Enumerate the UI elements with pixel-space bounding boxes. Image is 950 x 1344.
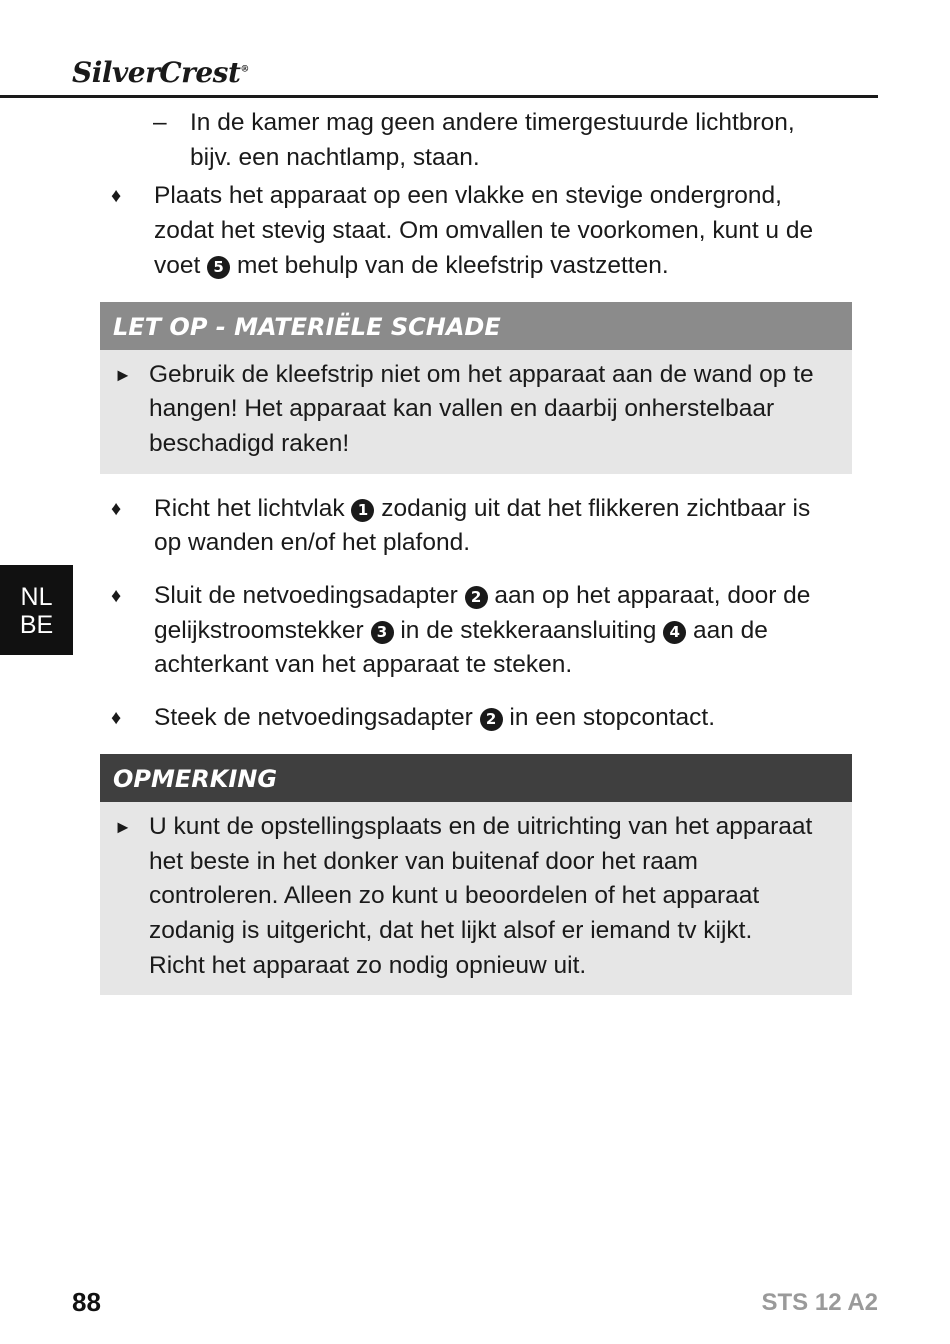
part-number-badge: 4 <box>663 621 686 644</box>
bullet-text-part4: aan de achterkant van het apparaat te steken. <box>154 616 768 679</box>
brand-name: SilverCrest <box>72 56 241 89</box>
arrow-bullet-icon: ► <box>114 364 132 385</box>
diamond-bullet-icon: ♦ <box>111 585 122 608</box>
caution-text: Gebruik de kleefstrip niet om het apparaat aan de wand op te hangen! Het apparaat kan vallen en daarbij onherstelbaar beschadigd raken! <box>149 360 814 457</box>
page-number: 88 <box>72 1287 101 1317</box>
bullet-item-connect <box>100 579 852 683</box>
diamond-bullet-icon: ♦ <box>111 497 122 520</box>
language-tab-line2: BE <box>19 611 54 639</box>
bullet-text-after: met behulp van de kleefstrip vastzetten. <box>236 251 669 279</box>
registered-mark: ® <box>240 64 249 75</box>
bullet-text-part2: aan op het apparaat, door de gelijkstroomstekker <box>154 582 811 644</box>
bullet-text-after: zodanig uit dat het flikkeren zichtbaar is op wanden en/of het plafond. <box>154 494 811 557</box>
bullet-item-align <box>100 492 852 561</box>
dash-item-text: In de kamer mag geen andere timergestuurde lichtbron, bijv. een nachtlamp, staan. <box>190 109 795 171</box>
header-rule <box>0 95 878 98</box>
model-number: STS 12 A2 <box>761 1289 878 1316</box>
brand-logo <box>72 56 249 89</box>
language-tab-line1: NL <box>20 583 53 611</box>
language-tab <box>0 565 73 655</box>
part-number-badge: 5 <box>207 256 230 279</box>
note-text-2: Richt het apparaat zo nodig opnieuw uit. <box>149 951 587 979</box>
bullet-item-plug <box>100 701 852 736</box>
note-text: U kunt de opstellingsplaats en de uitrichting van het apparaat het beste in het donker van buitenaf door het raam controleren. Alleen zo kunt u beoordelen of het apparaat zodanig is uitgericht, dat het lijkt alsof er iemand tv kijkt. <box>149 812 813 944</box>
caution-item <box>100 358 828 462</box>
diamond-bullet-icon: ♦ <box>111 707 122 730</box>
arrow-bullet-icon: ► <box>114 816 132 837</box>
note-item <box>100 810 828 984</box>
part-number-badge: 3 <box>371 621 394 644</box>
part-number-badge: 2 <box>465 586 488 609</box>
bullet-text-part1: Sluit de netvoedingsadapter <box>154 582 458 610</box>
bullet-text-before: Richt het lichtvlak <box>154 494 345 522</box>
note-box-title: OPMERKING <box>100 754 852 802</box>
note-box <box>100 754 852 996</box>
bullet-text-after: in een stopcontact. <box>509 704 716 732</box>
page-content <box>100 106 852 995</box>
part-number-badge: 1 <box>351 499 374 522</box>
bullet-item-placement <box>100 179 852 283</box>
dash-marker: – <box>153 109 167 136</box>
caution-box-title: LET OP - MATERIËLE SCHADE <box>100 302 852 350</box>
bullet-text-before: Steek de netvoedingsadapter <box>154 704 473 732</box>
bullet-text-before: Plaats het apparaat op een vlakke en stevige ondergrond, zodat het stevig staat. Om omvallen te voorkomen, kunt u de voet <box>154 182 814 279</box>
bullet-text-part3: in de stekkeraansluiting <box>400 616 657 644</box>
part-number-badge: 2 <box>480 708 503 731</box>
caution-box <box>100 302 852 474</box>
diamond-bullet-icon: ♦ <box>111 185 122 208</box>
dash-item <box>100 106 852 175</box>
